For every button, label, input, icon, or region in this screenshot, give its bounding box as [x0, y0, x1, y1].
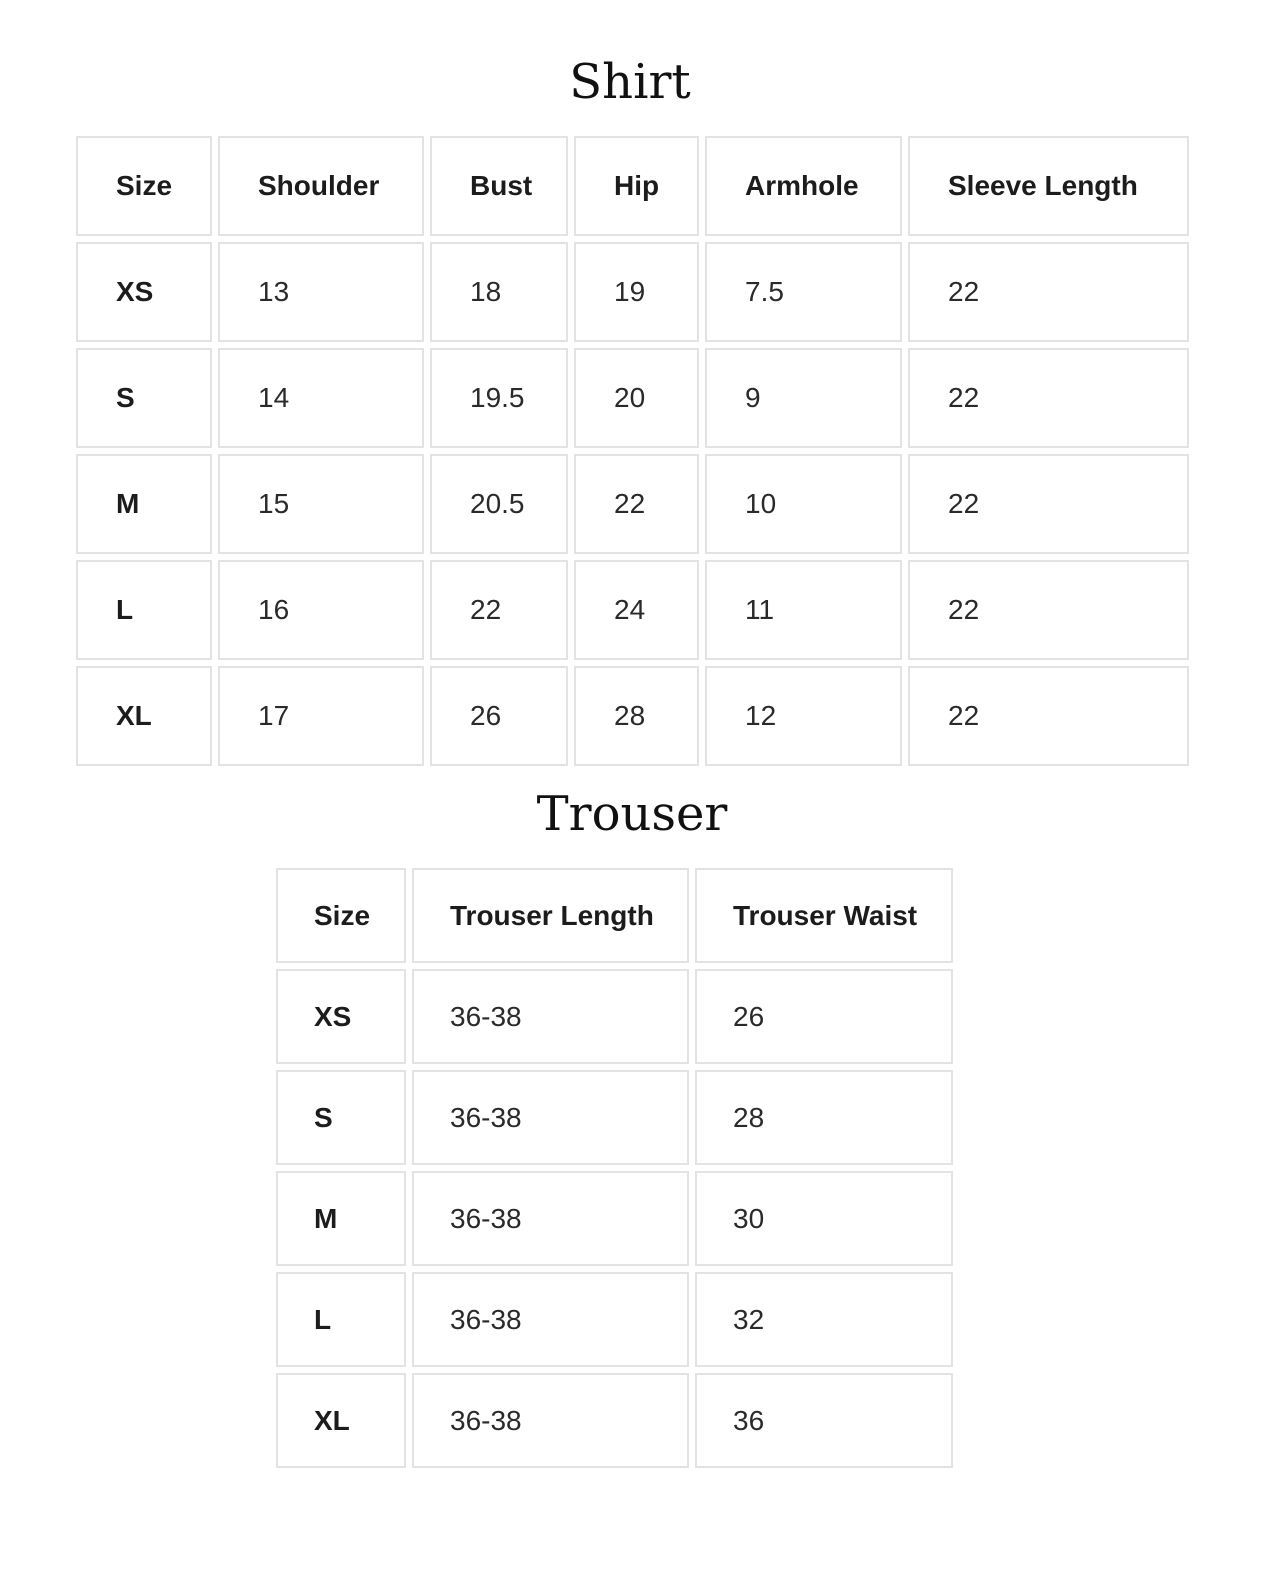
- bust-cell: 19.5: [430, 348, 568, 448]
- table-row: [276, 969, 953, 1064]
- trouser-length-cell: 36-38: [412, 969, 689, 1064]
- armhole-cell: 10: [705, 454, 902, 554]
- bust-cell: 26: [430, 666, 568, 766]
- table-row: [76, 666, 1189, 766]
- size-cell: XL: [276, 1373, 406, 1468]
- header-size: Size: [276, 868, 406, 963]
- sleeve-length-cell: 22: [908, 560, 1189, 660]
- hip-cell: 22: [574, 454, 699, 554]
- trouser-length-cell: 36-38: [412, 1373, 689, 1468]
- trouser-length-cell: 36-38: [412, 1272, 689, 1367]
- size-cell: L: [76, 560, 212, 660]
- table-row: [276, 1373, 953, 1468]
- hip-cell: 28: [574, 666, 699, 766]
- size-cell: S: [76, 348, 212, 448]
- shirt-size-table: [70, 130, 1195, 772]
- hip-cell: 19: [574, 242, 699, 342]
- armhole-cell: 11: [705, 560, 902, 660]
- size-cell: M: [276, 1171, 406, 1266]
- trouser-waist-cell: 28: [695, 1070, 953, 1165]
- armhole-cell: 7.5: [705, 242, 902, 342]
- table-row: [76, 242, 1189, 342]
- header-trouser-length: Trouser Length: [412, 868, 689, 963]
- armhole-cell: 9: [705, 348, 902, 448]
- trouser-waist-cell: 26: [695, 969, 953, 1064]
- trouser-waist-cell: 32: [695, 1272, 953, 1367]
- shirt-title: Shirt: [569, 54, 691, 110]
- header-bust: Bust: [430, 136, 568, 236]
- bust-cell: 20.5: [430, 454, 568, 554]
- shoulder-cell: 17: [218, 666, 424, 766]
- table-row: [276, 1171, 953, 1266]
- bust-cell: 22: [430, 560, 568, 660]
- hip-cell: 20: [574, 348, 699, 448]
- table-header-row: [276, 868, 953, 963]
- size-cell: L: [276, 1272, 406, 1367]
- size-cell: XL: [76, 666, 212, 766]
- header-size: Size: [76, 136, 212, 236]
- size-cell: M: [76, 454, 212, 554]
- table-row: [76, 348, 1189, 448]
- trouser-length-cell: 36-38: [412, 1070, 689, 1165]
- table-row: [76, 560, 1189, 660]
- size-cell: S: [276, 1070, 406, 1165]
- trouser-size-table: [270, 862, 959, 1474]
- shoulder-cell: 15: [218, 454, 424, 554]
- size-cell: XS: [76, 242, 212, 342]
- shoulder-cell: 16: [218, 560, 424, 660]
- hip-cell: 24: [574, 560, 699, 660]
- sleeve-length-cell: 22: [908, 242, 1189, 342]
- table-row: [76, 454, 1189, 554]
- trouser-title: Trouser: [536, 786, 728, 842]
- header-trouser-waist: Trouser Waist: [695, 868, 953, 963]
- trouser-waist-cell: 30: [695, 1171, 953, 1266]
- sleeve-length-cell: 22: [908, 348, 1189, 448]
- table-header-row: [76, 136, 1189, 236]
- size-cell: XS: [276, 969, 406, 1064]
- header-shoulder: Shoulder: [218, 136, 424, 236]
- trouser-waist-cell: 36: [695, 1373, 953, 1468]
- table-row: [276, 1272, 953, 1367]
- header-sleeve-length: Sleeve Length: [908, 136, 1189, 236]
- trouser-length-cell: 36-38: [412, 1171, 689, 1266]
- table-row: [276, 1070, 953, 1165]
- bust-cell: 18: [430, 242, 568, 342]
- sleeve-length-cell: 22: [908, 666, 1189, 766]
- armhole-cell: 12: [705, 666, 902, 766]
- header-hip: Hip: [574, 136, 699, 236]
- sleeve-length-cell: 22: [908, 454, 1189, 554]
- header-armhole: Armhole: [705, 136, 902, 236]
- shoulder-cell: 13: [218, 242, 424, 342]
- shoulder-cell: 14: [218, 348, 424, 448]
